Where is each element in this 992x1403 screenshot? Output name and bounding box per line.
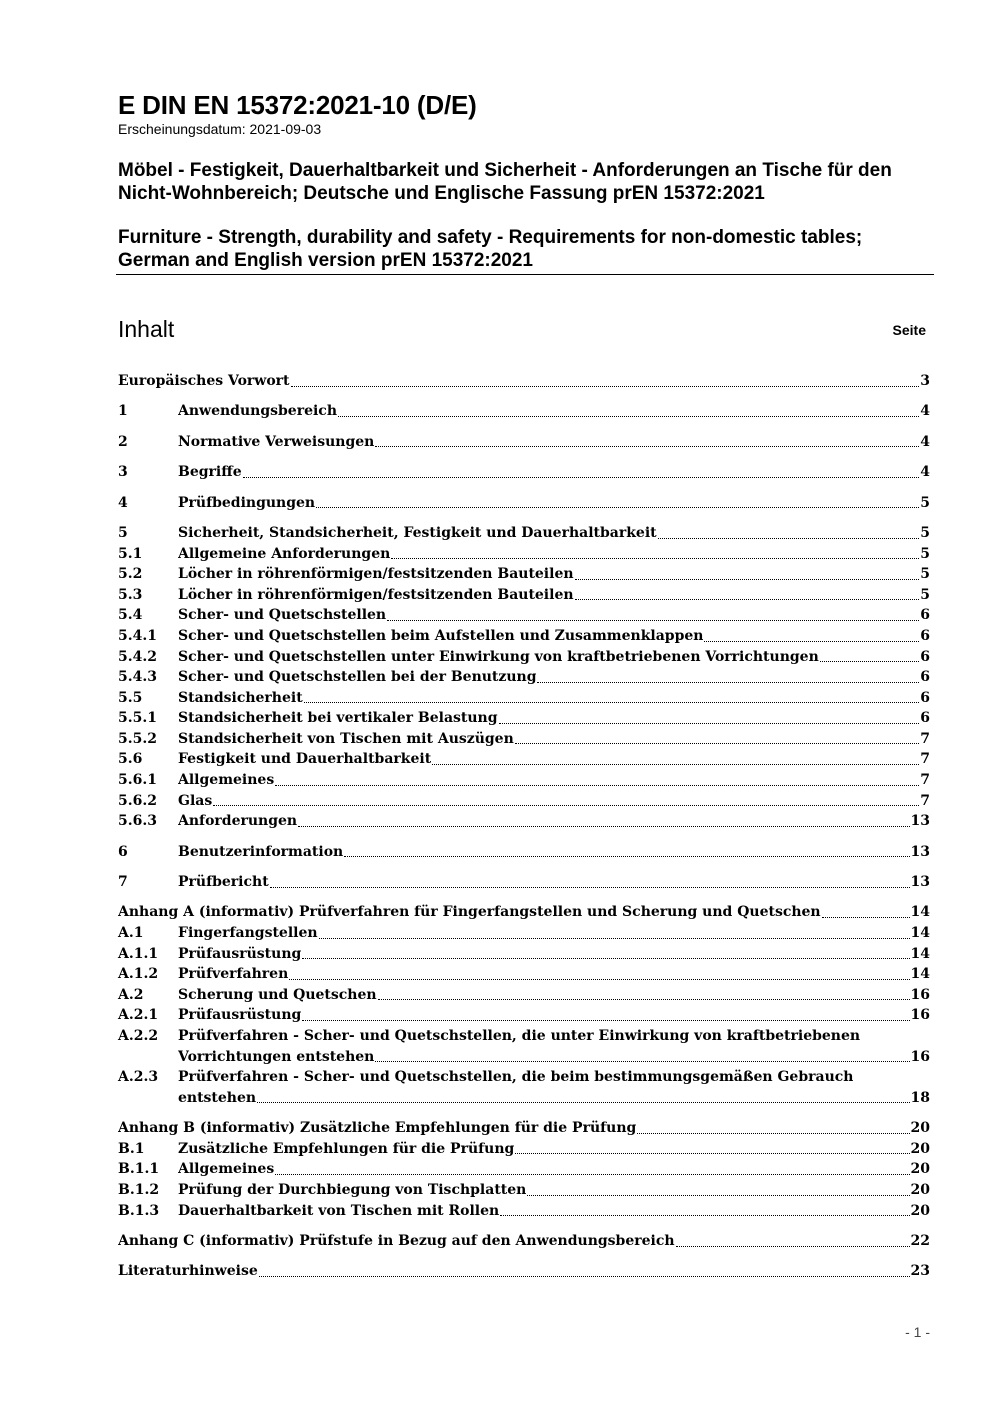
toc-entry-number: B.1.2 [118,1181,160,1198]
toc-leader-dots [338,416,919,417]
toc-entry-page: 6 [920,710,930,727]
toc-entry-page: 6 [920,607,930,624]
toc-entry-page: 6 [920,689,930,706]
toc-entry[interactable] [118,1026,930,1047]
toc-entry-text: Standsicherheit [178,689,303,706]
toc-entry-text: Scher- und Quetschstellen [178,607,387,624]
toc-entry[interactable] [118,544,930,565]
toc-entry-number: A.2.2 [118,1028,159,1044]
toc-entry-text: Allgemeine Anforderungen [178,545,391,562]
toc-entry-page: 13 [910,813,930,830]
toc-entry[interactable] [118,1231,930,1252]
toc-entry-text-continued: entstehen [178,1089,257,1106]
toc-entry-text: Fingerfangstellen [178,925,318,942]
toc-entry-text: Benutzerinformation [178,843,344,860]
toc-entry-text: Standsicherheit von Tischen mit Auszügen [178,730,514,747]
toc-leader-dots [537,682,919,683]
toc-entry-number: 1 [118,403,128,420]
toc-entry[interactable] [118,371,930,392]
toc-entry-page: 6 [920,648,930,665]
toc-entry[interactable] [118,493,930,514]
toc-heading [118,314,926,344]
toc-entry[interactable] [118,729,930,750]
toc-entry-page: 6 [920,627,930,644]
toc-entry-page: 7 [920,792,930,809]
toc-entry[interactable] [118,944,930,965]
toc-entry[interactable] [118,1201,930,1222]
toc-entry-text: Anhang B (informativ) Zusätzliche Empfehlungen für die Prüfung [118,1120,637,1137]
toc-leader-dots [257,1102,909,1103]
toc-entry[interactable] [118,985,930,1006]
toc-entry-text: Anforderungen [178,813,298,830]
toc-entry-text: Scherung und Quetschen [178,986,377,1003]
toc-leader-dots [500,1215,909,1216]
toc-entry[interactable] [118,667,930,688]
toc-entry-number: 5.5 [118,689,143,706]
toc-leader-dots [304,702,920,703]
toc-leader-dots [820,661,919,662]
toc-leader-dots [432,764,919,765]
toc-entry[interactable] [118,811,930,832]
toc-title: Inhalt [118,316,175,342]
toc-entry[interactable] [118,605,930,626]
toc-leader-dots [515,1153,909,1154]
toc-entry[interactable] [118,401,930,422]
toc-leader-dots [575,599,920,600]
toc-entry[interactable] [118,688,930,709]
toc-entry-text: Löcher in röhrenförmigen/festsitzenden Bauteilen [178,566,574,583]
toc-entry-number: 5.4 [118,607,143,624]
toc-entry[interactable] [118,462,930,483]
document-header [118,90,934,272]
toc-entry-continuation[interactable] [118,1047,930,1068]
toc-entry-number: A.1.1 [118,945,159,962]
toc-entry-number: B.1.3 [118,1202,160,1219]
toc-entry-text: Zusätzliche Empfehlungen für die Prüfung [178,1140,515,1157]
toc-entry-page: 7 [920,751,930,768]
toc-entry-text: Anhang A (informativ) Prüfverfahren für Fingerfangstellen und Scherung und Quetschen [118,904,821,921]
toc-leader-dots [302,958,909,959]
toc-leader-dots [298,826,909,827]
toc-entry-text: Begriffe [178,464,242,481]
document-id: E DIN EN 15372:2021-10 (D/E) [118,90,477,120]
toc-entry-page: 13 [910,874,930,891]
toc-entry[interactable] [118,626,930,647]
toc-entry-page: 5 [920,545,930,562]
toc-entry-number: 5.6 [118,751,143,768]
title-german: Möbel - Festigkeit, Dauerhaltbarkeit und Sicherheit - Anforderungen an Tische für den Nicht-Wohnbereich; Deutsche und Englische Fassung prEN 15372:2021 [118,160,892,204]
toc-entry-page: 22 [910,1232,930,1249]
toc-leader-dots [375,1061,909,1062]
toc-entry-number: 5.6.3 [118,813,157,830]
toc-leader-dots [243,477,920,478]
toc-entry-page: 4 [920,433,930,450]
toc-entry-text: Festigkeit und Dauerhaltbarkeit [178,751,432,768]
toc-entry-page: 5 [920,494,930,511]
toc-entry[interactable] [118,1159,930,1180]
toc-entry-text: Prüfausrüstung [178,945,302,962]
toc-entry-number: A.1 [118,925,144,942]
toc-entry-page: 16 [910,986,930,1003]
toc-entry-number: 4 [118,494,128,511]
toc-entry-page: 14 [910,945,930,962]
page-number: - 1 - [905,1324,930,1340]
toc-entry-text: Sicherheit, Standsicherheit, Festigkeit und Dauerhaltbarkeit [178,524,657,541]
toc-entry-page: 20 [910,1140,930,1157]
toc-entry-text: Anhang C (informativ) Prüfstufe in Bezug auf den Anwendungsbereich [118,1232,675,1249]
toc-entry-number: B.1 [118,1140,145,1157]
toc-entry-number: 5.3 [118,586,143,603]
toc-entry[interactable] [118,791,930,812]
toc-leader-dots [289,979,909,980]
toc-leader-dots [499,723,920,724]
toc-entry-number: 5.5.2 [118,730,157,747]
table-of-contents [118,371,930,1282]
toc-entry-page: 14 [910,966,930,983]
toc-leader-dots [387,620,919,621]
toc-entry-number: 5.6.2 [118,792,157,809]
toc-entry-page: 20 [910,1181,930,1198]
toc-entry-text-continued: Vorrichtungen entstehen [178,1048,375,1065]
toc-entry-page: 13 [910,843,930,860]
toc-entry-page: 16 [910,1007,930,1024]
toc-entry[interactable] [118,708,930,729]
toc-entry-text: Prüfverfahren - Scher- und Quetschstellen, die beim bestimmungsgemäßen Gebrauch [178,1069,854,1086]
toc-leader-dots [213,805,919,806]
toc-leader-dots [270,887,910,888]
toc-entry-text: Scher- und Quetschstellen beim Aufstellen und Zusammenklappen [178,627,704,644]
toc-leader-dots [316,507,919,508]
toc-entry[interactable] [118,872,930,893]
toc-entry-page: 20 [910,1120,930,1137]
toc-entry-text: Dauerhaltbarkeit von Tischen mit Rollen [178,1202,500,1219]
toc-entry-page: 14 [910,925,930,942]
toc-entry[interactable] [118,1261,930,1282]
toc-entry-number: 5.1 [118,545,143,562]
toc-entry-text: Anwendungsbereich [178,403,337,420]
toc-leader-dots [515,743,919,744]
toc-page-label: Seite [892,322,926,338]
title-english: Furniture - Strength, durability and safety - Requirements for non-domestic tables; German and English version prEN 15372:2021 [118,227,863,271]
toc-entry-continuation[interactable] [118,1088,930,1109]
toc-entry-number: A.1.2 [118,966,159,983]
toc-leader-dots [375,446,919,447]
toc-entry-text: Europäisches Vorwort [118,373,290,389]
toc-entry[interactable] [118,647,930,668]
toc-leader-dots [676,1246,910,1247]
toc-entry-text: Prüfbedingungen [178,494,316,511]
toc-entry-number: 5 [118,524,128,541]
toc-entry-number: 6 [118,843,128,860]
toc-entry[interactable] [118,902,930,923]
toc-leader-dots [704,641,919,642]
toc-entry-text: Scher- und Quetschstellen bei der Benutzung [178,669,537,686]
toc-leader-dots [344,856,909,857]
toc-entry-text: Normative Verweisungen [178,433,375,450]
toc-entry-text: Literaturhinweise [118,1263,258,1280]
toc-entry-text: Prüfverfahren - Scher- und Quetschstellen, die unter Einwirkung von kraftbetriebenen [178,1028,861,1044]
toc-entry-page: 16 [910,1048,930,1065]
header-divider [116,274,934,275]
publication-date: Erscheinungsdatum: 2021-09-03 [118,121,322,137]
toc-entry[interactable] [118,1180,930,1201]
toc-entry-text: Prüfbericht [178,874,269,891]
toc-leader-dots [259,1276,910,1277]
toc-entry-number: A.2 [118,986,144,1003]
toc-entry[interactable] [118,749,930,770]
toc-entry-page: 7 [920,730,930,747]
toc-entry-page: 5 [920,566,930,583]
toc-entry-number: 2 [118,433,128,450]
toc-entry[interactable] [118,770,930,791]
toc-leader-dots [302,1020,909,1021]
toc-leader-dots [527,1195,909,1196]
toc-entry[interactable] [118,1118,930,1139]
toc-entry-text: Glas [178,792,213,809]
toc-entry-number: 7 [118,874,128,891]
toc-entry[interactable] [118,1005,930,1026]
toc-entry-page: 5 [920,524,930,541]
toc-leader-dots [275,1174,909,1175]
toc-entry-text: Scher- und Quetschstellen unter Einwirkung von kraftbetriebenen Vorrichtungen [178,648,819,665]
toc-entry[interactable] [118,964,930,985]
toc-entry[interactable] [118,585,930,606]
toc-leader-dots [658,538,920,539]
toc-entry-number: A.2.3 [118,1069,159,1086]
toc-entry-number: A.2.1 [118,1007,159,1024]
toc-entry-page: 20 [910,1202,930,1219]
toc-entry[interactable] [118,842,930,863]
toc-leader-dots [575,579,920,580]
toc-entry-text: Allgemeines [178,772,275,789]
toc-entry[interactable] [118,1067,930,1088]
toc-entry-page: 20 [910,1161,930,1178]
toc-entry-page: 4 [920,403,930,420]
toc-entry-number: 5.4.2 [118,648,157,665]
toc-entry-text: Löcher in röhrenförmigen/festsitzenden Bauteilen [178,586,574,603]
toc-entry[interactable] [118,523,930,544]
toc-entry-number: 5.5.1 [118,710,157,727]
toc-entry-page: 4 [920,464,930,481]
toc-entry-page: 7 [920,772,930,789]
toc-entry-number: 5.4.1 [118,627,157,644]
toc-entry-text: Prüfverfahren [178,966,289,983]
toc-entry-page: 14 [910,904,930,921]
toc-leader-dots [319,938,910,939]
toc-entry-page: 23 [910,1263,930,1280]
toc-entry-text: Prüfung der Durchbiegung von Tischplatten [178,1181,527,1198]
toc-leader-dots [822,917,910,918]
toc-entry-number: 5.6.1 [118,772,157,789]
toc-entry-number: 5.4.3 [118,669,157,686]
toc-entry-text: Prüfausrüstung [178,1007,302,1024]
toc-entry[interactable] [118,923,930,944]
toc-leader-dots [291,386,920,387]
toc-entry-number: B.1.1 [118,1161,160,1178]
toc-entry-page: 6 [920,669,930,686]
toc-entry-page: 5 [920,586,930,603]
toc-entry-number: 3 [118,464,128,481]
toc-entry-text: Standsicherheit bei vertikaler Belastung [178,710,498,727]
toc-entry[interactable] [118,564,930,585]
toc-entry[interactable] [118,1139,930,1160]
toc-entry-text: Allgemeines [178,1161,275,1178]
toc-entry[interactable] [118,432,930,453]
toc-entry-page: 18 [910,1089,930,1106]
toc-entry-page: 3 [920,373,930,389]
toc-entry-number: 5.2 [118,566,143,583]
toc-leader-dots [391,558,919,559]
toc-leader-dots [378,999,910,1000]
toc-leader-dots [637,1133,909,1134]
toc-leader-dots [275,785,919,786]
